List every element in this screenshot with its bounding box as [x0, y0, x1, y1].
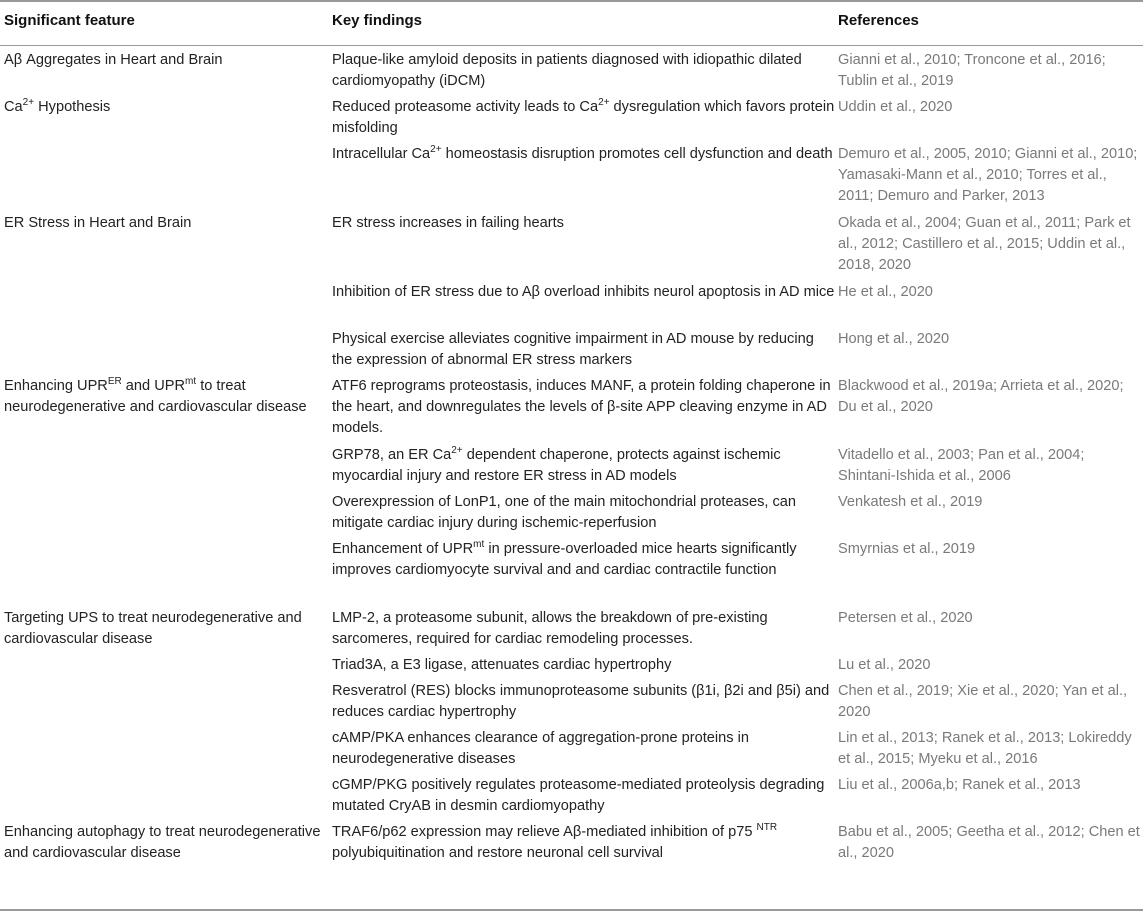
feature-cell [4, 140, 332, 145]
finding-cell: ATF6 reprograms proteostasis, induces MANF, a protein folding chaperone in the heart, and downregulates the levels of β-site APP cleaving enzyme in AD models. [332, 377, 831, 436]
references-cell: Petersen et al., 2020 [838, 609, 973, 626]
feature-cell [4, 278, 332, 283]
table-row [0, 604, 1143, 651]
table-row [0, 677, 1143, 724]
references-cell: He et al., 2020 [838, 283, 933, 300]
references-cell: Okada et al., 2004; Guan et al., 2011; Park et al., 2012; Castillero et al., 2015; Uddin et al., 2018, 2020 [838, 214, 1131, 273]
table-row [0, 372, 1143, 441]
finding-cell: Triad3A, a E3 ligase, attenuates cardiac hypertrophy [332, 656, 672, 673]
table-row [0, 818, 1143, 887]
feature-cell [4, 488, 332, 493]
table-row [0, 488, 1143, 535]
feature-cell [4, 651, 332, 656]
table-row [0, 93, 1143, 140]
table-bottom-rule [0, 909, 1143, 911]
table-row [0, 209, 1143, 278]
finding-cell: cAMP/PKA enhances clearance of aggregation-prone proteins in neurodegenerative diseases [332, 729, 749, 767]
feature-cell [4, 441, 332, 446]
finding-cell: TRAF6/p62 expression may relieve Aβ-mediated inhibition of p75 $^{NTR}$ polyubiquitination and restore neuronal cell survival [332, 821, 778, 861]
table-row [0, 45, 1143, 93]
finding-cell: Physical exercise alleviates cognitive impairment in AD mouse by reducing the expression of abnormal ER stress markers [332, 330, 814, 368]
table-row [0, 771, 1143, 818]
references-cell: Lu et al., 2020 [838, 656, 931, 673]
finding-cell: LMP-2, a proteasome subunit, allows the breakdown of pre-existing sarcomeres, required for cardiac remodeling processes. [332, 609, 768, 647]
finding-cell: Enhancement of $UPR^{mt}$ in pressure-overloaded mice hearts significantly improves cardiomyocyte survival and and cardiac contractile function [332, 538, 797, 578]
references-cell: Demuro et al., 2005, 2010; Gianni et al., 2010; Yamasaki-Mann et al., 2010; Torres et al., 2011; Demuro and Parker, 2013 [838, 145, 1138, 204]
header-significant-feature: Significant feature [0, 1, 332, 45]
finding-cell: cGMP/PKG positively regulates proteasome-mediated proteolysis degrading mutated CryAB in desmin cardiomyopathy [332, 776, 825, 814]
table-row [0, 441, 1143, 488]
finding-cell: Reduced proteasome activity leads to $Ca^{2+}$ dysregulation which favors protein misfolding [332, 96, 835, 136]
references-cell: Blackwood et al., 2019a; Arrieta et al., 2020; Du et al., 2020 [838, 377, 1124, 415]
table-row [0, 724, 1143, 771]
feature-cell: Enhancing $UPR^{ER}$ and $UPR^{mt}$ to treat neurodegenerative and cardiovascular disease [4, 375, 307, 415]
references-cell: Venkatesh et al., 2019 [838, 493, 983, 510]
references-cell: Chen et al., 2019; Xie et al., 2020; Yan et al., 2020 [838, 682, 1128, 720]
table-header-row [0, 1, 1143, 45]
feature-cell [4, 535, 332, 540]
references-cell: Babu et al., 2005; Geetha et al., 2012; Chen et al., 2020 [838, 823, 1140, 861]
feature-cell: Targeting UPS to treat neurodegenerative and cardiovascular disease [4, 609, 302, 647]
finding-cell: GRP78, an ER $Ca^{2+}$ dependent chaperone, protects against ischemic myocardial injury and restore ER stress in AD models [332, 444, 781, 484]
references-cell: Lin et al., 2013; Ranek et al., 2013; Lokireddy et al., 2015; Myeku et al., 2016 [838, 729, 1132, 767]
table-row [0, 651, 1143, 677]
table-row [0, 325, 1143, 372]
references-cell: Liu et al., 2006a,b; Ranek et al., 2013 [838, 776, 1081, 793]
finding-cell: ER stress increases in failing hearts [332, 214, 564, 231]
feature-cell: ER Stress in Heart and Brain [4, 214, 192, 231]
feature-cell [4, 771, 332, 776]
feature-cell [4, 325, 332, 330]
feature-cell: $Ca^{2+}$ Hypothesis [4, 96, 111, 115]
header-references: References [838, 1, 1143, 45]
references-cell: Gianni et al., 2010; Troncone et al., 2016; Tublin et al., 2019 [838, 51, 1106, 89]
finding-cell: Intracellular $Ca^{2+}$ homeostasis disruption promotes cell dysfunction and death [332, 143, 833, 162]
table-row [0, 535, 1143, 604]
finding-cell: Plaque-like amyloid deposits in patients diagnosed with idiopathic dilated cardiomyopathy (iDCM) [332, 51, 802, 89]
feature-cell [4, 677, 332, 682]
references-cell: Vitadello et al., 2003; Pan et al., 2004; Shintani-Ishida et al., 2006 [838, 446, 1085, 484]
feature-cell [4, 724, 332, 729]
table-row [0, 278, 1143, 325]
header-key-findings: Key findings [332, 1, 838, 45]
feature-cell: Aβ Aggregates in Heart and Brain [4, 51, 223, 68]
references-cell: Smyrnias et al., 2019 [838, 540, 976, 557]
references-cell: Hong et al., 2020 [838, 330, 950, 347]
finding-cell: Resveratrol (RES) blocks immunoproteasome subunits (β1i, β2i and β5i) and reduces cardiac hypertrophy [332, 682, 830, 720]
references-cell: Uddin et al., 2020 [838, 98, 953, 115]
feature-cell: Enhancing autophagy to treat neurodegenerative and cardiovascular disease [4, 823, 321, 861]
finding-cell: Overexpression of LonP1, one of the main mitochondrial proteases, can mitigate cardiac injury during ischemic-reperfusion [332, 493, 797, 531]
table-row [0, 140, 1143, 209]
finding-cell: Inhibition of ER stress due to Aβ overload inhibits neurol apoptosis in AD mice [332, 283, 835, 300]
